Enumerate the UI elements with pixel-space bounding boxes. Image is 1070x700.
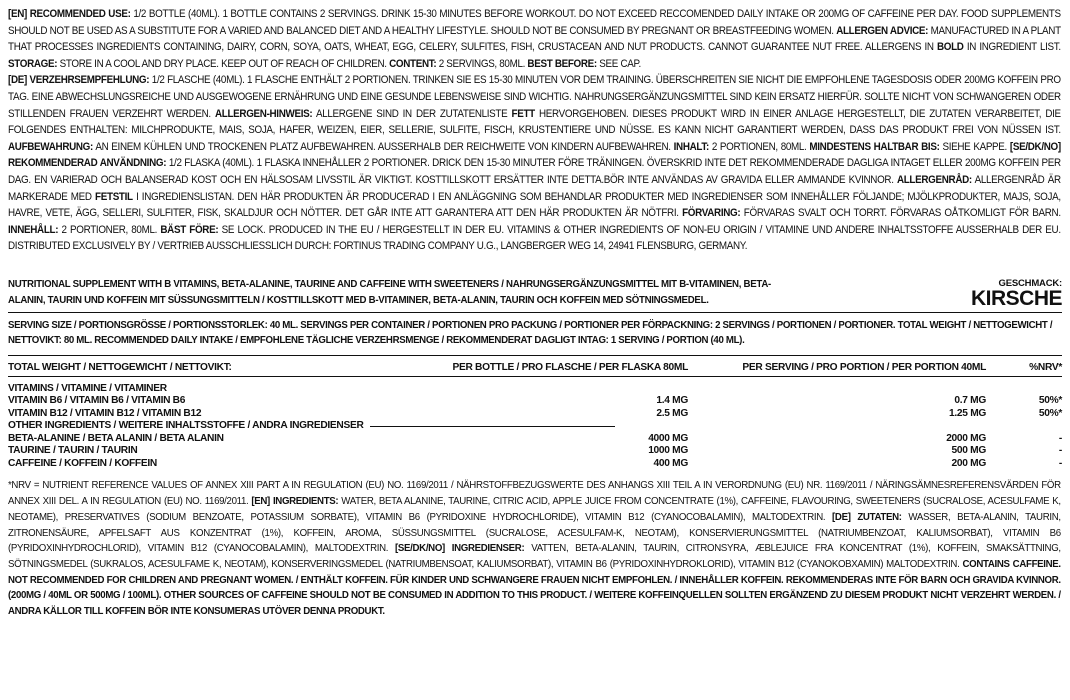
se-ingredients-label: [SE/DK/NO] INGREDIENSER: [395, 543, 525, 555]
de-allergen-text-2: HERVORGEHOBEN. DIESES PRODUKT WIRD IN EINER ANLAGE HERGESTELLT, DIE ZUTATEN VERARBEITET, DIE FOLGENDES ENTHALTEN: MILCHPRODUKTE, MAIS, SOJA, HAFER, WEIZEN, EIER, SELLERIE, SULFITE, FISCH, KRUSTENTIERE UND NÜSSE. ES KANN NICHT GARANTIERT WERDEN, DASS DAS PRODUKT FREI VON NÜSSEN IST. [8, 107, 1061, 137]
divider [8, 376, 1062, 377]
header-per-bottle: PER BOTTLE / PRO FLASCHE / PER FLASKA 80ML [452, 361, 688, 373]
row-name: VITAMIN B6 / VITAMIN B6 / VITAMIN B6 [8, 395, 186, 407]
usage-allergen-block [8, 6, 1061, 255]
row-nrv: - [1058, 457, 1062, 469]
de-use-text: 1/2 FLASCHE (40ML). 1 FLASCHE ENTHÄLT 2 PORTIONEN. TRINKEN SIE ES 15-30 MINUTEN VOR DEM TRAINING. ÜBERSCHREITEN SIE NICHT DIE EMPFOHLENE TAGESDOSIS ODER 200MG KOFFEIN PRO TAG. EINE ABWECHSLUNGSREICHE UND AUSGEWOGENE ERNÄHRUNG UND EINE GESUNDE LEBENSWEISE SIND WICHTIG. NAHRUNGSERGÄNZUNGSMITTEL SIND KEIN ERSATZ HIERFÜR. SOLLTE NICHT VON SCHWANGEREN ODER STILLENDEN FRAUEN VERZEHRT WERDEN. [8, 74, 1061, 120]
row-nrv: 50%* [1038, 407, 1062, 419]
de-content-label: INHALT: [673, 140, 709, 153]
row-nrv: - [1058, 432, 1062, 444]
se-best-label: BÄST FÖRE: [160, 223, 219, 236]
de-ingredients-label: [DE] ZUTATEN: [832, 511, 902, 523]
row-per-serving: 200 MG [951, 457, 986, 469]
se-content-label: INNEHÅLL: [8, 223, 59, 236]
row-per-bottle: 1000 MG [648, 445, 688, 457]
content-label: CONTENT: [389, 57, 437, 70]
table-row [8, 433, 1062, 446]
product-description: NUTRITIONAL SUPPLEMENT WITH B VITAMINS, BETA-ALANINE, TAURINE AND CAFFEINE WITH SWEETENERS / NAHRUNGSERGÄNZUNGSMITTEL MIT B-VITAMINEN, BETA-ALANIN, TAURIN UND KOFFEIN MIT SÜSSUNGSMITTELN / KOSTTILLSKOTT MED B-VITAMINER, BETA-ALANIN, TAURIN OCH KOFFEIN MED SÖTNINGSMEDEL. [8, 278, 771, 306]
table-row [8, 458, 1062, 471]
row-per-serving: 0.7 MG [954, 395, 986, 407]
en-ingredients: WATER, BETA ALANINE, TAURINE, CITRIC ACID, APPLE JUICE FROM CONCENTRATE (1%), CAFFEINE, FLAVOURING, SWEETENERS (SUCRALOSE, ACESULFAME K, NEOTAME), PRESERVATIVES (SODIUM BENZOATE, POTASSIUM SORBATE), VITAMIN B6 (PYRIDOXINE HYDROCHLORIDE), VITAMIN B12 (CYANOCOBALAMIN), MALTODEXTRIN. [8, 496, 1061, 523]
de-content-text: 2 PORTIONEN, 80ML. [711, 140, 807, 153]
se-allergen-text-2: I INGREDIENSLISTAN. DEN HÄR PRODUKTEN ÄR PRODUCERAD I EN ANLÄGGNING SOM BEHANDLAR PRODUKTER MED INGREDIENSER SOM INNEHÅLLER FÖLJANDE; MJÖLKPRODUKTER, MAJS, SOJA, HAVRE, VETE, ÄGG, SELLERI, SULFITER, FISK, SKALDJUR OCH NÖTTER. DET GÅR INTE ATT GARANTERA ATT DEN HÄR PRODUKTEN ÄR NÖTFRI. [8, 190, 1061, 220]
header-total-weight: TOTAL WEIGHT / NETTOGEWICHT / NETTOVIKT: [8, 361, 232, 373]
best-before-label: BEST BEFORE: [527, 57, 597, 70]
se-use-label: [SE/DK/NO] REKOMMENDERAD ANVÄNDNING: [8, 140, 1061, 170]
row-per-bottle: 1.4 MG [656, 395, 688, 407]
de-storage-label: AUFBEWAHRUNG: [8, 140, 93, 153]
se-allergen-text: ALLERGENRÅD ÄR MARKERADE MED [8, 173, 1061, 203]
de-allergen-text: ALLERGENE SIND IN DER ZUTATENLISTE [315, 107, 508, 120]
allergen-label: ALLERGEN ADVICE: [836, 24, 929, 37]
row-name: BETA-ALANINE / BETA ALANIN / BETA ALANIN [8, 432, 224, 444]
row-per-serving: 2000 MG [946, 432, 986, 444]
en-use-text: 1/2 BOTTLE (40ML). 1 BOTTLE CONTAINS 2 SERVINGS. DRINK 15-30 MINUTES BEFORE WORKOUT. DO NOT EXCEED RECCOMENDED DAILY INTAKE OR 200MG OF CAFFEINE PER DAY. FOOD SUPPLEMENTS SHOULD NOT BE USED AS A SUBSTITUTE FOR A VARIED AND BALANCED DIET AND A HEALTHY LIFESTYLE. SHOULD NOT BE CONSUMED BY PREGNANT OR BREASTFEEDING WOMEN. [8, 8, 1061, 37]
best-before-text: SEE CAP. [599, 57, 641, 70]
bold-word: BOLD [936, 41, 964, 54]
flavour-value: KIRSCHE [970, 286, 1062, 310]
storage-label: STORAGE: [8, 57, 58, 70]
header-nrv: %NRV* [1029, 361, 1062, 373]
section-vitamins-label: VITAMINS / VITAMINE / VITAMINER [8, 382, 167, 394]
row-per-bottle: 400 MG [653, 457, 688, 469]
section-vitamins [8, 383, 1062, 396]
section-other [8, 420, 1062, 433]
header-per-serving: PER SERVING / PRO PORTION / PER PORTION 40ML [742, 361, 986, 373]
de-allergen-label: ALLERGEN-HINWEIS: [214, 107, 313, 120]
serving-info: SERVING SIZE / PORTIONSGRÖSSE / PORTIONSSTORLEK: 40 ML. SERVINGS PER CONTAINER / PORTIONEN PRO PACKUNG / PORTIONER PER FÖRPACKNING: 2 SERVINGS / PORTIONEN / PORTIONER. TOTAL WEIGHT / NETTOGEWICHT / NETTOVIKT: 80 ML. RECOMMENDED DAILY INTAKE / EMPFOHLENE TÄGLICHE VERZEHRSMENGE / REKOMMENDERAT DAGLIGT INTAG: 1 SERVING / PORTION (40 ML). [8, 319, 1053, 347]
en-ingredients-label: [EN] INGREDIENTS: [251, 496, 339, 508]
fett-word: FETT [511, 107, 535, 120]
de-use-label: [DE] VERZEHRSEMPFEHLUNG: [8, 74, 150, 87]
row-nrv: - [1058, 445, 1062, 457]
en-use-label: [EN] RECOMMENDED USE: [8, 8, 131, 20]
product-header [8, 277, 1062, 312]
de-best-text: SIEHE KAPPE. [942, 140, 1007, 153]
fetstil-word: FETSTIL [95, 190, 133, 203]
divider [8, 355, 1062, 356]
row-per-bottle: 4000 MG [648, 432, 688, 444]
se-use-text: 1/2 FLASKA (40ML). 1 FLASKA INNEHÅLLER 2 PORTIONER. DRICK DEN 15-30 MINUTER FÖRE TRÄNINGEN. ÖVERSKRID INTE DET REKOMMENDERADE DAGLIGA INTAGET ELLER 200MG KOFFEIN PER DAG. EN VARIERAD OCH BALANSERAD KOST OCH EN HÄLSOSAM LIVSSTIL ÄR VIKTIGT. KOSTTILLSKOTT ERSÄTTER INTE DETTA.BÖR INTE ANVÄNDAS AV GRAVIDA ELLER AMMANDE KVINNOR. [8, 157, 1061, 186]
se-content-text: 2 PORTIONER, 80ML. [61, 223, 158, 236]
ingredients-footer [8, 478, 1061, 619]
se-ingredients: VATTEN, BETA-ALANIN, TAURIN, CITRONSYRA, ÆBLEJUICE FRA KONCENTRAT (1%), KOFFEIN, SMAKSÄTTNING, SÖTNINGSMEDEL (SUKRALOS, ACESULFAME K, NEOTAM), KONSERVERINGSMEDEL (NATRIUMBENSOAT, KALIUMSORBAT), VITAMIN B6 (PYRIDOXINHYDROKLORID), VITAMIN B12 (CYANOKOBXAMIN) MALTODEXTRIN. [8, 543, 1061, 570]
de-storage-text: AN EINEM KÜHLEN UND TROCKENEN PLATZ AUFBEWAHREN. AUSSERHALB DER REICHWEITE VON KINDERN AUFBEWAHREN. [95, 140, 671, 153]
table-row [8, 445, 1062, 458]
flavour-label: GESCHMACK: [998, 277, 1062, 289]
row-per-serving: 500 MG [951, 445, 986, 457]
se-best-text: SE LOCK. PRODUCED IN THE EU / HERGESTELLT IN DER EU. VITAMINS & OTHER INGREDIENTS OF NON-EU ORIGIN / VITAMINE UND ANDERE INHALTSSTOFFE AUSSERHALB DER EU. DISTRIBUTED EXCLUSIVELY BY / VERTRIEB AUSSCHLIESSLICH DURCH: FORTINUS TRADING COMPANY U.G., LANGBERGER WEG 14, 24941 FLENSBURG, GERMANY. [8, 223, 1061, 253]
section-other-label: OTHER INGREDIENTS / WEITERE INHALTSSTOFFE / ANDRA INGREDIENSER [8, 420, 364, 432]
allergen-text-2: IN INGREDIENT LIST. [966, 41, 1061, 54]
nrv-note: *NRV = NUTRIENT REFERENCE VALUES OF ANNEX XIII PART A IN REGULATION (EU) NO. 1169/2011 / NÄHRSTOFFBEZUGSWERTE DES ANHANGS XIII TEIL A IN VERORDNUNG (EU) NR. 1169/2011 / NÄRINGSÄMNESREFERENSVÄRDEN FÖR ANNEX XIII DEL. A IN REGULATION (EU) NO. 1169/2011. [8, 480, 1061, 508]
row-name: CAFFEINE / KOFFEIN / KOFFEIN [8, 457, 157, 469]
section-rule [370, 426, 615, 427]
se-allergen-label: ALLERGENRÅD: [896, 173, 972, 186]
de-best-label: MINDESTENS HALTBAR BIS: [809, 140, 940, 153]
flavour-box [971, 278, 1062, 309]
allergen-text: MANUFACTURED IN A PLANT THAT PROCESSES INGREDIENTS CONTAINING, DAIRY, CORN, SOYA, OATS, WHEAT, EGG, CELERY, SULFITES, FISH, CRUSTACEAN AND NUT PRODUCTS. CANNOT GUARANTEE NUT FREE. ALLERGENS IN [8, 24, 1061, 54]
row-name: TAURINE / TAURIN / TAURIN [8, 445, 138, 457]
nutrition-table [8, 360, 1062, 471]
row-nrv: 50%* [1038, 395, 1062, 407]
content-text: 2 SERVINGS, 80ML. [438, 57, 526, 70]
caffeine-warning: CONTAINS CAFFEINE. NOT RECOMMENDED FOR CHILDREN AND PREGNANT WOMEN. / ENTHÄLT KOFFEIN. FÜR KINDER UND SCHWANGERE FRAUEN NICHT EMPFOHLEN. / INNEHÅLLER KOFFEIN. REKOMMENDERAS INTE FÖR BARN OCH GRAVIDA KVINNOR. (200MG / 40ML OR 500MG / 100ML). OTHER SOURCES OF CAFFEINE SHOULD NOT BE CONSUMED IN ADDITION TO THIS PRODUCT. / WEITERE KOFFEINQUELLEN SOLLTEN ERGÄNZEND ZU DIESEM PRODUKT NICHT VERZEHRT WERDEN. / ANDRA KÄLLOR TILL KOFFEIN BÖR INTE KONSUMERAS UTÖVER DENNA PRODUKT. [8, 558, 1061, 618]
table-header-row [8, 360, 1062, 376]
de-ingredients: WASSER, BETA-ALANIN, TAURIN, ZITRONENSÄURE, APFELSAFT AUS KONZENTRAT (1%), KOFFEIN, AROMA, SÜSSUNGSMITTEL (SUCRALOSE, ACESULFAM-K, NEOTAM), KONSERVIERUNGSMITTEL (NATRIUMBENZOAT, KALIUMSORBAT), VITAMIN B6 (PYRIDOXINHYDROCHLORID), VITAMIN B12 (CYANOCOBALAMIN), MALTODEXTRIN. [8, 511, 1061, 555]
storage-text: STORE IN A COOL AND DRY PLACE. KEEP OUT OF REACH OF CHILDREN. [59, 57, 387, 70]
table-row [8, 395, 1062, 408]
se-storage-text: FÖRVARAS SVALT OCH TORRT. FÖRVARAS OÅTKOMLIGT FÖR BARN. [743, 207, 1061, 220]
table-row [8, 408, 1062, 421]
row-per-bottle: 2.5 ΜG [656, 407, 688, 419]
row-name: VITAMIN B12 / VITAMIN B12 / VITAMIN B12 [8, 407, 202, 419]
se-storage-label: FÖRVARING: [682, 207, 741, 220]
row-per-serving: 1.25 ΜG [949, 407, 986, 419]
